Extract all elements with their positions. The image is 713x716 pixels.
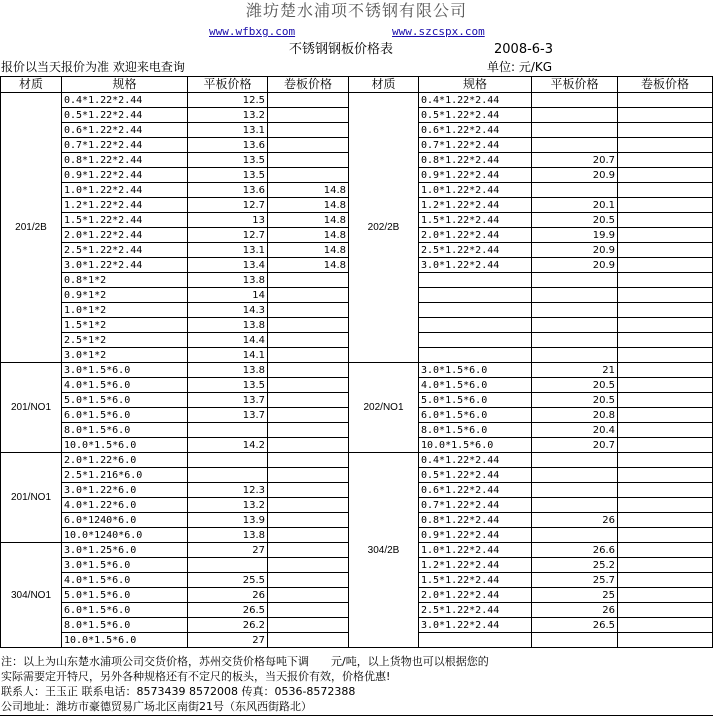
quote-note: 报价以当天报价为准 欢迎来电查询: [1, 60, 185, 74]
spec-cell: 1.2*1.22*2.44: [419, 558, 532, 573]
coil-price-cell: [268, 483, 349, 498]
spec-cell: 1.5*1*2: [62, 318, 188, 333]
flat-price-cell: [532, 123, 618, 138]
flat-price-cell: 13.7: [188, 408, 268, 423]
material-cell: 202/2B: [349, 93, 419, 363]
spec-cell: 1.5*1.22*2.44: [419, 573, 532, 588]
spec-cell: 6.0*1240*6.0: [62, 513, 188, 528]
table-row: [1, 453, 713, 468]
spec-cell: 2.5*1.22*2.44: [419, 603, 532, 618]
website-link-1[interactable]: www.wfbxg.com: [209, 25, 296, 38]
spec-cell: 2.0*1.22*2.44: [419, 228, 532, 243]
spec-cell: 0.4*1.22*2.44: [62, 93, 188, 108]
flat-price-cell: [532, 108, 618, 123]
header-coil-price-left: 卷板价格: [268, 77, 349, 93]
flat-price-cell: 20.5: [532, 378, 618, 393]
spec-cell: 2.0*1.22*6.0: [62, 453, 188, 468]
flat-price-cell: 13.2: [188, 108, 268, 123]
coil-price-cell: [618, 618, 713, 633]
flat-price-cell: 21: [532, 363, 618, 378]
coil-price-cell: [618, 138, 713, 153]
spec-cell: 1.5*1.22*2.44: [62, 213, 188, 228]
flat-price-cell: 14.2: [188, 438, 268, 453]
flat-price-cell: 13.8: [188, 528, 268, 543]
spec-cell: 2.5*1.22*2.44: [62, 243, 188, 258]
flat-price-cell: [188, 423, 268, 438]
coil-price-cell: [618, 183, 713, 198]
spec-cell: [419, 303, 532, 318]
coil-price-cell: [268, 408, 349, 423]
flat-price-cell: 26: [532, 513, 618, 528]
flat-price-cell: [532, 93, 618, 108]
flat-price-cell: 20.5: [532, 393, 618, 408]
flat-price-cell: 12.3: [188, 483, 268, 498]
coil-price-cell: [268, 318, 349, 333]
coil-price-cell: [618, 513, 713, 528]
coil-price-cell: [618, 573, 713, 588]
flat-price-cell: 13.1: [188, 243, 268, 258]
coil-price-cell: [618, 123, 713, 138]
coil-price-cell: [618, 393, 713, 408]
spec-cell: 3.0*1.22*2.44: [62, 258, 188, 273]
coil-price-cell: [618, 483, 713, 498]
flat-price-cell: [188, 468, 268, 483]
coil-price-cell: [268, 273, 349, 288]
flat-price-cell: [532, 633, 618, 648]
spec-cell: 0.9*1.22*2.44: [62, 168, 188, 183]
flat-price-cell: 13.6: [188, 183, 268, 198]
flat-price-cell: [532, 333, 618, 348]
spec-cell: 0.9*1*2: [62, 288, 188, 303]
coil-price-cell: 14.8: [268, 183, 349, 198]
flat-price-cell: 20.9: [532, 258, 618, 273]
header-spec-right: 规格: [419, 77, 532, 93]
spec-cell: 8.0*1.5*6.0: [419, 423, 532, 438]
flat-price-cell: 26: [188, 588, 268, 603]
flat-price-cell: 13.8: [188, 363, 268, 378]
spec-cell: 3.0*1.5*6.0: [419, 363, 532, 378]
coil-price-cell: [618, 333, 713, 348]
spec-cell: 0.7*1.22*2.44: [419, 138, 532, 153]
table-row: [1, 363, 713, 378]
flat-price-cell: 20.4: [532, 423, 618, 438]
spec-cell: 0.6*1.22*2.44: [419, 123, 532, 138]
material-cell: 201/2B: [1, 93, 62, 363]
flat-price-cell: [188, 558, 268, 573]
coil-price-cell: [618, 168, 713, 183]
coil-price-cell: [268, 588, 349, 603]
coil-price-cell: [618, 198, 713, 213]
coil-price-cell: [618, 243, 713, 258]
coil-price-cell: [268, 423, 349, 438]
flat-price-cell: 13.5: [188, 378, 268, 393]
flat-price-cell: 13.5: [188, 153, 268, 168]
flat-price-cell: 13.7: [188, 393, 268, 408]
flat-price-cell: 20.7: [532, 438, 618, 453]
coil-price-cell: [618, 468, 713, 483]
coil-price-cell: [268, 528, 349, 543]
flat-price-cell: 27: [188, 543, 268, 558]
spec-cell: 1.2*1.22*2.44: [62, 198, 188, 213]
spec-cell: 0.6*1.22*2.44: [62, 123, 188, 138]
coil-price-cell: [268, 543, 349, 558]
flat-price-cell: [188, 453, 268, 468]
flat-price-cell: 13.6: [188, 138, 268, 153]
flat-price-cell: 13.8: [188, 318, 268, 333]
spec-cell: 10.0*1.5*6.0: [419, 438, 532, 453]
coil-price-cell: 14.8: [268, 213, 349, 228]
flat-price-cell: [532, 303, 618, 318]
spec-cell: 6.0*1.5*6.0: [419, 408, 532, 423]
flat-price-cell: 13.8: [188, 273, 268, 288]
coil-price-cell: [268, 123, 349, 138]
website-link-2[interactable]: www.szcspx.com: [392, 25, 485, 38]
spec-cell: 2.5*1.216*6.0: [62, 468, 188, 483]
flat-price-cell: 13.9: [188, 513, 268, 528]
spec-cell: [419, 318, 532, 333]
flat-price-cell: 13.5: [188, 168, 268, 183]
coil-price-cell: [618, 363, 713, 378]
flat-price-cell: 26.5: [532, 618, 618, 633]
coil-price-cell: [618, 108, 713, 123]
flat-price-cell: [532, 183, 618, 198]
spec-cell: 2.0*1.22*2.44: [419, 588, 532, 603]
flat-price-cell: 20.8: [532, 408, 618, 423]
flat-price-cell: 26: [532, 603, 618, 618]
contact-info: 联系人：王玉正 联系电话：8573439 8572008 传真：0536-8572388: [1, 685, 356, 698]
coil-price-cell: [268, 348, 349, 363]
spec-cell: 6.0*1.5*6.0: [62, 408, 188, 423]
coil-price-cell: [268, 633, 349, 648]
spec-cell: 6.0*1.5*6.0: [62, 603, 188, 618]
flat-price-cell: 12.7: [188, 198, 268, 213]
header-material-right: 材质: [349, 77, 419, 93]
flat-price-cell: 14.4: [188, 333, 268, 348]
flat-price-cell: [532, 528, 618, 543]
spec-cell: 5.0*1.5*6.0: [62, 393, 188, 408]
spec-cell: 0.8*1.22*2.44: [419, 513, 532, 528]
spec-cell: 0.5*1.22*2.44: [62, 108, 188, 123]
coil-price-cell: [268, 288, 349, 303]
spec-cell: 4.0*1.5*6.0: [62, 378, 188, 393]
coil-price-cell: [618, 453, 713, 468]
flat-price-cell: 19.9: [532, 228, 618, 243]
spec-cell: 2.0*1.22*2.44: [62, 228, 188, 243]
header-spec-left: 规格: [62, 77, 188, 93]
spec-cell: 3.0*1.5*6.0: [62, 363, 188, 378]
spec-cell: 5.0*1.5*6.0: [419, 393, 532, 408]
flat-price-cell: 14: [188, 288, 268, 303]
coil-price-cell: [268, 168, 349, 183]
flat-price-cell: 12.7: [188, 228, 268, 243]
flat-price-cell: 12.5: [188, 93, 268, 108]
material-cell: 304/2B: [349, 453, 419, 648]
coil-price-cell: [268, 138, 349, 153]
spec-cell: 0.7*1.22*2.44: [62, 138, 188, 153]
spec-cell: 10.0*1.5*6.0: [62, 633, 188, 648]
coil-price-cell: [268, 603, 349, 618]
spec-cell: 10.0*1.5*6.0: [62, 438, 188, 453]
flat-price-cell: 20.9: [532, 243, 618, 258]
company-name: 潍坊楚水浦项不锈钢有限公司: [245, 1, 467, 20]
flat-price-cell: 13.1: [188, 123, 268, 138]
flat-price-cell: 26.2: [188, 618, 268, 633]
coil-price-cell: [618, 558, 713, 573]
coil-price-cell: [618, 498, 713, 513]
flat-price-cell: 20.9: [532, 168, 618, 183]
coil-price-cell: [618, 153, 713, 168]
coil-price-cell: [268, 573, 349, 588]
flat-price-cell: [532, 318, 618, 333]
flat-price-cell: 20.5: [532, 213, 618, 228]
flat-price-cell: 20.1: [532, 198, 618, 213]
flat-price-cell: 13: [188, 213, 268, 228]
coil-price-cell: [618, 288, 713, 303]
coil-price-cell: [268, 153, 349, 168]
coil-price-cell: [268, 378, 349, 393]
spec-cell: 5.0*1.5*6.0: [62, 588, 188, 603]
coil-price-cell: 14.8: [268, 258, 349, 273]
coil-price-cell: [618, 423, 713, 438]
spec-cell: 0.8*1.22*2.44: [62, 153, 188, 168]
spec-cell: 0.4*1.22*2.44: [419, 453, 532, 468]
flat-price-cell: 14.1: [188, 348, 268, 363]
coil-price-cell: [618, 588, 713, 603]
spec-cell: 4.0*1.5*6.0: [62, 573, 188, 588]
spec-cell: 0.9*1.22*2.44: [419, 168, 532, 183]
spec-cell: 3.0*1*2: [62, 348, 188, 363]
material-cell: 201/NO1: [1, 363, 62, 453]
spec-cell: 0.7*1.22*2.44: [419, 498, 532, 513]
coil-price-cell: [618, 438, 713, 453]
coil-price-cell: [268, 618, 349, 633]
coil-price-cell: [618, 633, 713, 648]
header-flat-price-right: 平板价格: [532, 77, 618, 93]
material-cell: 201/NO1: [1, 453, 62, 543]
flat-price-cell: 26.5: [188, 603, 268, 618]
header-material-left: 材质: [1, 77, 62, 93]
coil-price-cell: 14.8: [268, 243, 349, 258]
flat-price-cell: 25: [532, 588, 618, 603]
coil-price-cell: [618, 543, 713, 558]
material-cell: 202/NO1: [349, 363, 419, 453]
spec-cell: [419, 273, 532, 288]
coil-price-cell: [618, 258, 713, 273]
spec-cell: 0.8*1.22*2.44: [419, 153, 532, 168]
flat-price-cell: 27: [188, 633, 268, 648]
spec-cell: 0.4*1.22*2.44: [419, 93, 532, 108]
coil-price-cell: [268, 468, 349, 483]
flat-price-cell: 26.6: [532, 543, 618, 558]
spec-cell: 10.0*1240*6.0: [62, 528, 188, 543]
spec-cell: 4.0*1.5*6.0: [419, 378, 532, 393]
flat-price-cell: [532, 348, 618, 363]
spec-cell: 1.0*1.22*2.44: [419, 183, 532, 198]
flat-price-cell: 14.3: [188, 303, 268, 318]
spec-cell: 0.5*1.22*2.44: [419, 108, 532, 123]
flat-price-cell: 25.2: [532, 558, 618, 573]
flat-price-cell: [532, 273, 618, 288]
company-address: 公司地址：潍坊市豪德贸易广场北区南街21号（东风西街路北）: [1, 700, 312, 713]
spec-cell: 3.0*1.22*2.44: [419, 618, 532, 633]
spec-cell: 1.5*1.22*2.44: [419, 213, 532, 228]
coil-price-cell: [618, 603, 713, 618]
coil-price-cell: [268, 498, 349, 513]
spec-cell: 0.5*1.22*2.44: [419, 468, 532, 483]
spec-cell: 8.0*1.5*6.0: [62, 618, 188, 633]
coil-price-cell: [618, 273, 713, 288]
coil-price-cell: [618, 93, 713, 108]
spec-cell: 0.8*1*2: [62, 273, 188, 288]
flat-price-cell: [532, 288, 618, 303]
header-coil-price-right: 卷板价格: [618, 77, 713, 93]
spec-cell: 0.6*1.22*2.44: [419, 483, 532, 498]
coil-price-cell: [268, 453, 349, 468]
spec-cell: [419, 633, 532, 648]
coil-price-cell: [268, 108, 349, 123]
spec-cell: 1.2*1.22*2.44: [419, 198, 532, 213]
spec-cell: 1.0*1.22*2.44: [419, 543, 532, 558]
flat-price-cell: [532, 498, 618, 513]
coil-price-cell: [618, 228, 713, 243]
header-flat-price-left: 平板价格: [188, 77, 268, 93]
coil-price-cell: [618, 213, 713, 228]
spec-cell: 1.0*1*2: [62, 303, 188, 318]
footer-note-line-2: 实际需要定开特尺，另外各种规格还有不定尺的板头，当天报价有效，价格优惠!: [1, 670, 391, 683]
flat-price-cell: [532, 483, 618, 498]
spec-cell: [419, 348, 532, 363]
price-table: [0, 76, 713, 648]
coil-price-cell: [618, 318, 713, 333]
spec-cell: [419, 333, 532, 348]
spec-cell: 3.0*1.22*6.0: [62, 483, 188, 498]
coil-price-cell: [268, 513, 349, 528]
flat-price-cell: [532, 138, 618, 153]
coil-price-cell: [618, 378, 713, 393]
table-header-row: [1, 77, 713, 93]
spec-cell: 2.5*1.22*2.44: [419, 243, 532, 258]
coil-price-cell: 14.8: [268, 198, 349, 213]
flat-price-cell: 20.7: [532, 153, 618, 168]
coil-price-cell: [618, 408, 713, 423]
flat-price-cell: [532, 468, 618, 483]
spec-cell: 3.0*1.5*6.0: [62, 558, 188, 573]
coil-price-cell: [618, 303, 713, 318]
coil-price-cell: 14.8: [268, 228, 349, 243]
spec-cell: 1.0*1.22*2.44: [62, 183, 188, 198]
table-row: [1, 93, 713, 108]
material-cell: 304/NO1: [1, 543, 62, 648]
coil-price-cell: [268, 363, 349, 378]
coil-price-cell: [268, 438, 349, 453]
spec-cell: 0.9*1.22*2.44: [419, 528, 532, 543]
coil-price-cell: [268, 93, 349, 108]
coil-price-cell: [268, 558, 349, 573]
spec-cell: 2.5*1*2: [62, 333, 188, 348]
spec-cell: 3.0*1.25*6.0: [62, 543, 188, 558]
spec-cell: [419, 288, 532, 303]
flat-price-cell: 13.2: [188, 498, 268, 513]
coil-price-cell: [268, 393, 349, 408]
flat-price-cell: 25.5: [188, 573, 268, 588]
spec-cell: 3.0*1.22*2.44: [419, 258, 532, 273]
coil-price-cell: [618, 348, 713, 363]
coil-price-cell: [268, 303, 349, 318]
unit-label: 单位: 元/KG: [487, 60, 553, 74]
flat-price-cell: [532, 453, 618, 468]
price-table-title: 不锈钢钢板价格表: [289, 42, 394, 57]
flat-price-cell: 13.4: [188, 258, 268, 273]
coil-price-cell: [618, 528, 713, 543]
spec-cell: 4.0*1.22*6.0: [62, 498, 188, 513]
price-date: 2008-6-3: [494, 42, 554, 57]
footer-note-line-1: 注：以上为山东楚水浦项公司交货价格，苏州交货价格每吨下调 元/吨，以上货物也可以根据您的: [1, 655, 489, 668]
coil-price-cell: [268, 333, 349, 348]
spec-cell: 8.0*1.5*6.0: [62, 423, 188, 438]
flat-price-cell: 25.7: [532, 573, 618, 588]
